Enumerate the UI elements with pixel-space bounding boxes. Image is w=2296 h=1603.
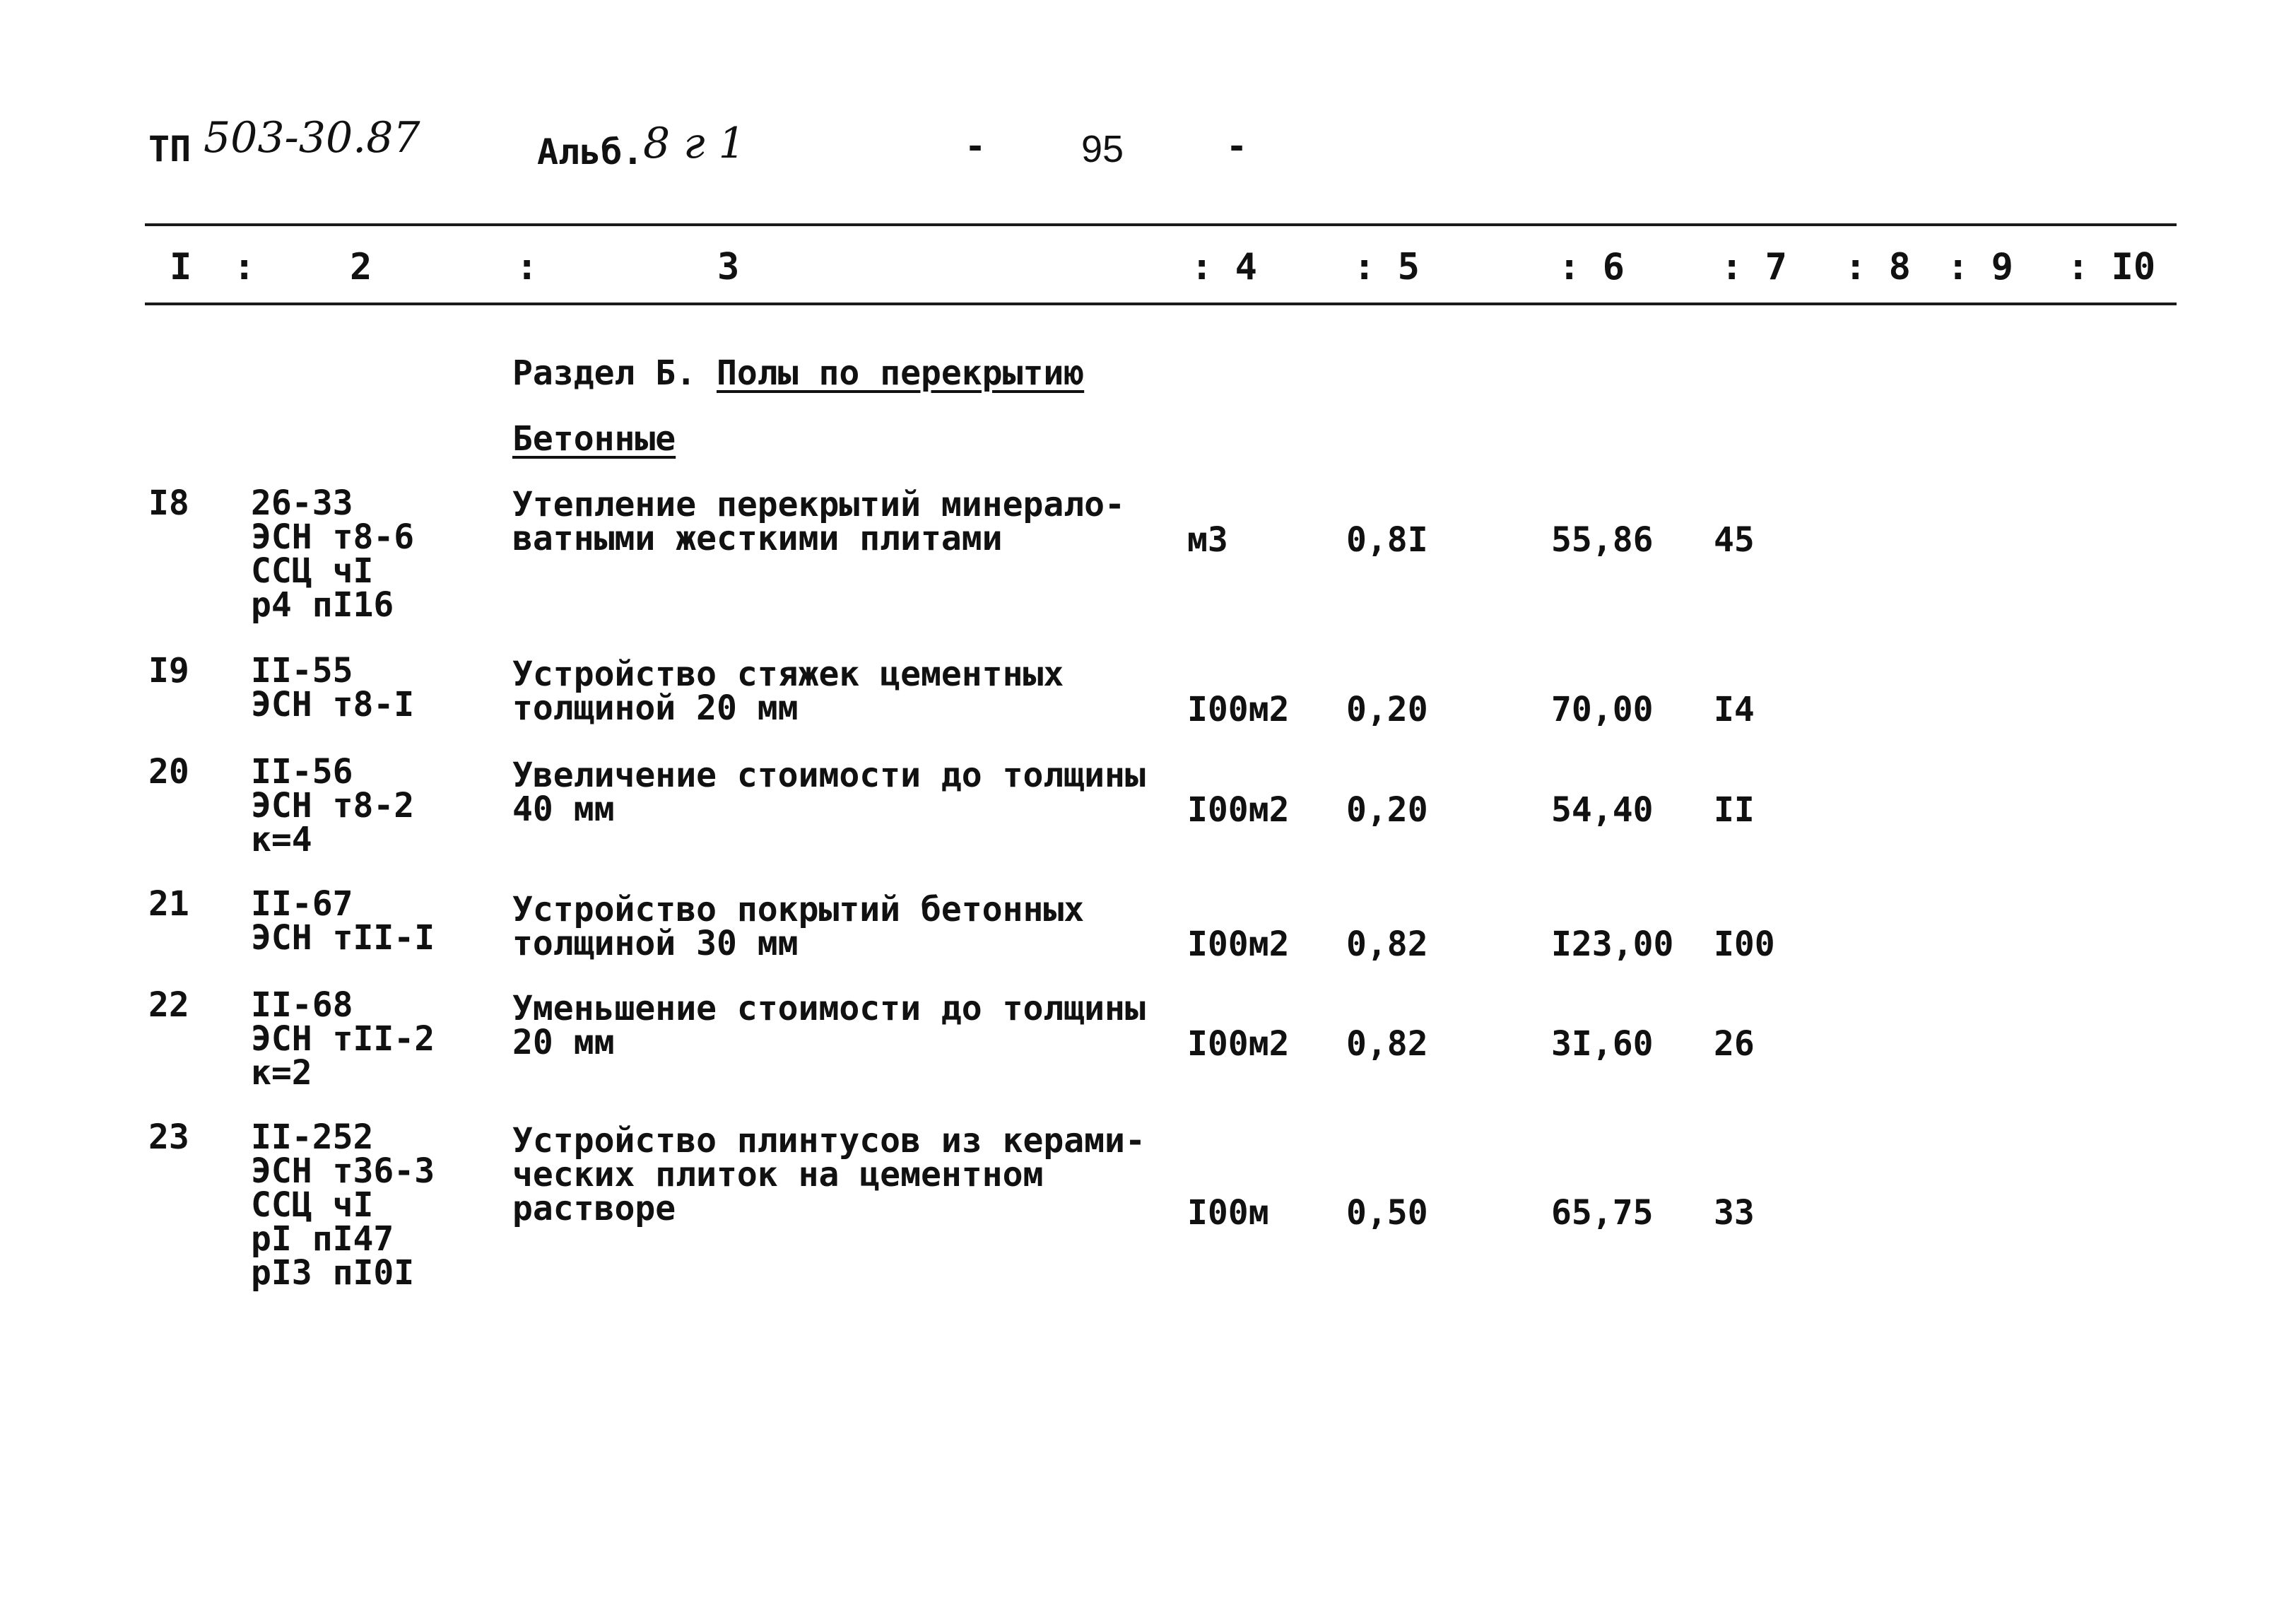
row-unit-price: 55,86 xyxy=(1551,520,1654,560)
col-10-label: : I0 xyxy=(2067,246,2156,288)
row-total: I4 xyxy=(1714,690,1755,729)
col-6-label: : 6 xyxy=(1558,246,1625,288)
section-title: Полы по перекрытию xyxy=(717,353,1085,393)
row-quantity: 0,20 xyxy=(1346,790,1428,830)
row-unit: I00м xyxy=(1187,1193,1269,1233)
row-number: I9 xyxy=(148,651,189,691)
row-unit: I00м2 xyxy=(1187,790,1290,830)
row-total: 33 xyxy=(1714,1193,1755,1233)
row-unit: I00м2 xyxy=(1187,1024,1290,1064)
row-number: I8 xyxy=(148,483,189,523)
section-subtitle: Бетонные xyxy=(512,419,676,459)
col-9-label: : 9 xyxy=(1947,246,2013,288)
row-quantity: 0,8I xyxy=(1346,520,1428,560)
row-description: Устройство стяжек цементных толщиной 20 мм xyxy=(512,654,1064,728)
row-number: 21 xyxy=(148,884,189,924)
row-unit: м3 xyxy=(1187,520,1228,560)
dash-right: - xyxy=(1226,126,1248,167)
album-number: 8 г 1 xyxy=(643,119,746,168)
row-unit-price: I23,00 xyxy=(1551,924,1674,964)
row-total: II xyxy=(1714,790,1755,830)
col-5-label: : 5 xyxy=(1353,246,1420,288)
row-description: Увеличение стоимости до толщины 40 мм xyxy=(512,756,1146,829)
row-unit: I00м2 xyxy=(1187,690,1290,729)
row-number: 23 xyxy=(148,1117,189,1157)
page-number: 95 xyxy=(1081,128,1124,170)
row-number: 20 xyxy=(148,752,189,792)
row-quantity: 0,82 xyxy=(1346,1024,1428,1064)
row-code: II-55 ЭСН т8-I xyxy=(251,651,415,724)
col-1-label: I xyxy=(170,246,192,288)
row-code: II-68 ЭСН тII-2 к=2 xyxy=(251,985,435,1093)
row-code: II-252 ЭСН т36-3 ССЦ чI рI пI47 рI3 пI0I xyxy=(251,1117,435,1293)
section-prefix: Раздел Б. xyxy=(512,353,697,393)
row-code: II-56 ЭСН т8-2 к=4 xyxy=(251,752,415,859)
row-description: Устройство покрытий бетонных толщиной 30 мм xyxy=(512,890,1085,963)
section-heading xyxy=(512,353,1084,393)
col-4-label: : 4 xyxy=(1191,246,1257,288)
row-unit-price: 54,40 xyxy=(1551,790,1654,830)
row-quantity: 0,50 xyxy=(1346,1193,1428,1233)
col-sep-2: : xyxy=(516,246,538,288)
album-prefix: Альб. xyxy=(537,131,644,172)
row-description: Утепление перекрытий минерало- ватными жесткими плитами xyxy=(512,485,1125,558)
row-unit-price: 3I,60 xyxy=(1551,1024,1654,1064)
row-code: 26-33 ЭСН т8-6 ССЦ чI р4 пI16 xyxy=(251,483,415,625)
row-total: 45 xyxy=(1714,520,1755,560)
row-description: Уменьшение стоимости до толщины 20 мм xyxy=(512,989,1146,1062)
row-code: II-67 ЭСН тII-I xyxy=(251,884,435,958)
col-7-label: : 7 xyxy=(1721,246,1787,288)
row-quantity: 0,20 xyxy=(1346,690,1428,729)
header-top-rule xyxy=(145,223,2177,226)
row-total: 26 xyxy=(1714,1024,1755,1064)
row-quantity: 0,82 xyxy=(1346,924,1428,964)
row-number: 22 xyxy=(148,985,189,1025)
col-sep-1: : xyxy=(233,246,256,288)
tp-prefix: ТП xyxy=(148,129,192,170)
tp-number: 503-30.87 xyxy=(204,113,420,163)
row-unit: I00м2 xyxy=(1187,924,1290,964)
col-8-label: : 8 xyxy=(1844,246,1911,288)
col-3-label: 3 xyxy=(717,246,740,288)
row-unit-price: 70,00 xyxy=(1551,690,1654,729)
dash-left: - xyxy=(965,126,987,167)
row-total: I00 xyxy=(1714,924,1775,964)
row-unit-price: 65,75 xyxy=(1551,1193,1654,1233)
header-bottom-rule xyxy=(145,303,2177,305)
col-2-label: 2 xyxy=(350,246,372,288)
row-description: Устройство плинтусов из керами- ческих плиток на цементном растворе xyxy=(512,1121,1146,1228)
